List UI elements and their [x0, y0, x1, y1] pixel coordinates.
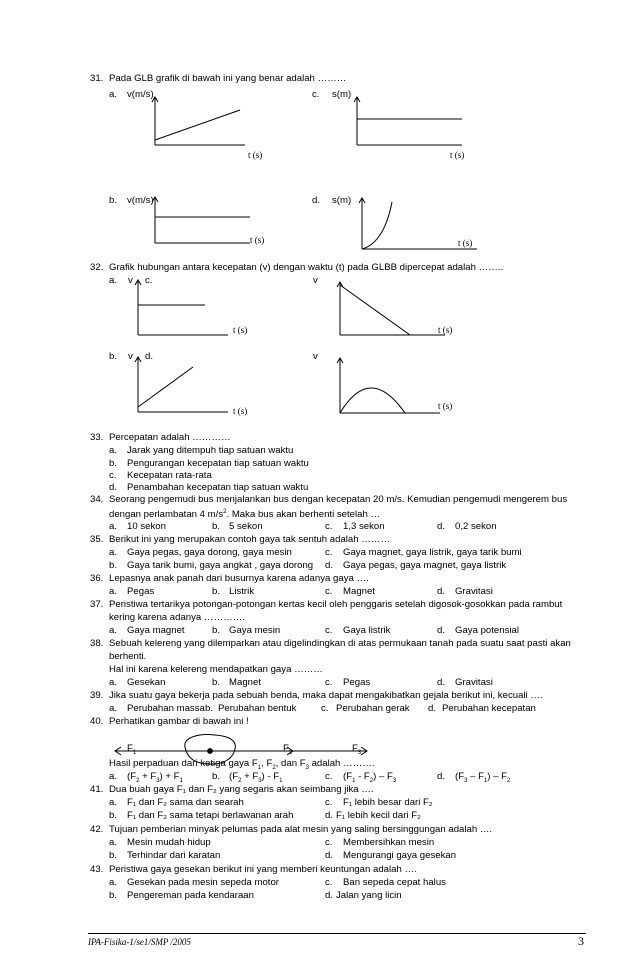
footer-rule [88, 933, 586, 934]
q43-opt-d-letter: d. [325, 890, 334, 901]
q34-opt-d-letter: d. [437, 521, 446, 532]
q35-opt-c: Gaya magnet, gaya listrik, gaya tarik bumi [343, 547, 522, 558]
q31-c-xlabel: t (s) [450, 150, 465, 160]
q39-stem: Jika suatu gaya bekerja pada sebuah benda, maka dapat mengakibatkan gejala berikut ini, kecuali …. [109, 690, 543, 701]
q41-number: 41. [90, 784, 104, 795]
q32-d-curve [340, 388, 405, 413]
q34-opt-a: 10 sekon [127, 521, 166, 532]
q41-opt-b: F₁ dan F₂ sama tetapi berlawanan arah [127, 810, 294, 821]
q31-d-curve [362, 202, 392, 249]
q38-opt-c: Pegas [343, 677, 371, 688]
q42-opt-a-letter: a. [109, 837, 118, 848]
q31-number: 31. [90, 73, 104, 84]
q40-f1-label: $F_1$ [127, 743, 137, 756]
q37-stem-line1: Peristiwa tertarikya potongan-potongan kertas kecil oleh penggaris setelah digosok-gosokkan pada rambut [109, 599, 563, 610]
q33-opt-a: Jarak yang ditempuh tiap satuan waktu [127, 445, 294, 456]
q34-opt-d: 0,2 sekon [455, 521, 497, 532]
q36-opt-b: Listrik [229, 586, 255, 597]
q40-opt-a-letter: a. [109, 771, 118, 782]
q35-opt-b: Gaya tarik bumi, gaya angkat , gaya dorong [127, 560, 314, 571]
q32-b-line [138, 367, 193, 407]
q32-option-b-letter: b. [109, 351, 118, 362]
q38-stem-line2: berhenti. [109, 651, 147, 662]
q34-opt-b: 5 sekon [229, 521, 263, 532]
q32-stem: Grafik hubungan antara kecepatan (v) dengan waktu (t) pada GLBB dipercepat adalah …….. [109, 262, 504, 273]
q31-b-xlabel: t (s) [250, 235, 265, 245]
q31-option-c-ylabel: s(m) [332, 89, 352, 100]
q43-opt-d: Jalan yang licin [336, 890, 402, 901]
q32-b-ylabel: v [128, 351, 133, 362]
q34-number: 34. [90, 494, 104, 505]
q42-stem: Tujuan pemberian minyak pelumas pada alat mesin yang saling bersinggungan adalah …. [109, 824, 493, 835]
q31-option-b-letter: b. [109, 195, 118, 206]
q40-f2-label: $F_2$ [283, 743, 293, 756]
q40-opt-b: $(F_2 + F_3) - F_1$ [229, 771, 283, 784]
footer-text: IPA-Fisika-1/se1/SMP /2005 [88, 937, 191, 947]
q32-graph-c [335, 282, 455, 340]
q40-opt-a: $(F_2 + F_3) + F_1$ [127, 771, 183, 784]
q32-option-a-letter: a. [109, 275, 118, 286]
q36-opt-d-letter: d. [437, 586, 446, 597]
q31-option-a-letter: a. [109, 89, 118, 100]
q32-a-xlabel: t (s) [233, 325, 248, 335]
q37-opt-d: Gaya potensial [455, 625, 519, 636]
q42-opt-d: Mengurangi gaya gesekan [343, 850, 457, 861]
q34-opt-c: 1,3 sekon [343, 521, 385, 532]
q31-a-xlabel: t (s) [248, 150, 263, 160]
q31-option-d-letter: d. [312, 195, 321, 206]
q43-opt-a-letter: a. [109, 877, 118, 888]
q39-opt-c-letter: c. [321, 703, 329, 714]
q38-opt-b-letter: b. [212, 677, 221, 688]
q40-opt-c: $(F_1 - F_2) - F_3$ [343, 771, 397, 784]
q33-opt-b-letter: b. [109, 458, 118, 469]
q36-stem: Lepasnya anak panah dari busurnya karena adanya gaya …. [109, 573, 369, 584]
q38-stem-line1: Sebuah kelereng yang dilemparkan atau digelindingkan di atas permukaan tanah pada suatu saat pasti akan [109, 638, 571, 649]
q40-question-line: Hasil perpaduan dari ketiga gaya $F_1$, $F_2$, dan $F_3$ adalah ………. [109, 758, 375, 771]
q40-opt-b-letter: b. [212, 771, 221, 782]
q32-c-line [340, 285, 410, 335]
q43-opt-b: Pengereman pada kendaraan [127, 890, 254, 901]
q39-opt-a: Perubahan massa [127, 703, 205, 714]
q32-d-xlabel: t (s) [438, 401, 453, 411]
q40-stem: Perhatikan gambar di bawah ini ! [109, 716, 249, 727]
q41-stem: Dua buah gaya F₁ dan F₂ yang segaris akan seimbang jika …. [109, 784, 374, 795]
q32-a-ylabel: v [128, 275, 133, 286]
q36-opt-c: Magnet [343, 586, 375, 597]
q40-number: 40. [90, 716, 104, 727]
q36-opt-a-letter: a. [109, 586, 118, 597]
q33-opt-c-letter: c. [109, 470, 117, 481]
q36-opt-d: Gravitasi [455, 586, 493, 597]
q39-number: 39. [90, 690, 104, 701]
page-number: 3 [578, 934, 584, 948]
q35-opt-d-letter: d. [325, 560, 334, 571]
q38-opt-d: Gravitasi [455, 677, 493, 688]
q35-number: 35. [90, 534, 104, 545]
q33-opt-d-letter: d. [109, 482, 118, 493]
q31-option-a-ylabel: v(m/s) [127, 89, 154, 100]
q37-opt-b: Gaya mesin [229, 625, 281, 636]
q31-option-d-ylabel: s(m) [332, 195, 352, 206]
q41-opt-c: F₁ lebih besar dari F₂ [343, 797, 433, 808]
q31-option-c-letter: c. [312, 89, 320, 100]
q38-number: 38. [90, 638, 104, 649]
q34-stem-line2: dengan perlambatan 4 $m/s^2$. Maka bus akan berhenti setelah … [109, 509, 381, 521]
q42-number: 42. [90, 824, 104, 835]
q39-opt-b-letter: b. [205, 703, 214, 714]
q31-option-b-ylabel: v(m/s) [127, 195, 154, 206]
q33-opt-a-letter: a. [109, 445, 118, 456]
q37-number: 37. [90, 599, 104, 610]
q43-opt-c-letter: c. [325, 877, 333, 888]
q32-option-d-letter: d. [145, 351, 154, 362]
q34-stem-line1: Seorang pengemudi bus menjalankan bus dengan kecepatan 20 m/s. Kemudian pengemudi mengerem bus [109, 494, 568, 505]
q37-opt-a-letter: a. [109, 625, 118, 636]
q40-opt-d: $(F_3 - F_1) - F_2$ [455, 771, 511, 784]
q35-opt-a: Gaya pegas, gaya dorong, gaya mesin [127, 547, 292, 558]
q33-opt-b: Pengurangan kecepatan tiap satuan waktu [127, 458, 309, 469]
q39-opt-a-letter: a. [109, 703, 118, 714]
q38-opt-d-letter: d. [437, 677, 446, 688]
q32-option-c-letter: c. [145, 275, 153, 286]
q36-opt-a: Pegas [127, 586, 155, 597]
q42-opt-a: Mesin mudah hidup [127, 837, 211, 848]
q38-opt-b: Magnet [229, 677, 261, 688]
q37-opt-d-letter: d. [437, 625, 446, 636]
q37-opt-a: Gaya magnet [127, 625, 185, 636]
q32-b-xlabel: t (s) [233, 406, 248, 416]
q36-opt-b-letter: b. [212, 586, 221, 597]
q40-opt-c-letter: c. [325, 771, 333, 782]
q35-opt-a-letter: a. [109, 547, 118, 558]
q40-f3-label: $F_3$ [352, 743, 362, 756]
q33-opt-d: Penambahan kecepatan tiap satuan waktu [127, 482, 309, 493]
q42-opt-b-letter: b. [109, 850, 118, 861]
q43-opt-b-letter: b. [109, 890, 118, 901]
q39-opt-c: Perubahan gerak [336, 703, 410, 714]
q38-opt-a: Gesekan [127, 677, 166, 688]
q39-opt-d-letter: d. [428, 703, 437, 714]
q35-stem: Berikut ini yang merupakan contoh gaya tak sentuh adalah ……… [109, 534, 391, 545]
q37-opt-c-letter: c. [325, 625, 333, 636]
q37-opt-c: Gaya listrik [343, 625, 391, 636]
q43-stem: Peristiwa gaya gesekan berikut ini yang memberi keuntungan adalah …. [109, 864, 417, 875]
q32-c-xlabel: t (s) [438, 325, 453, 335]
q32-graph-d [335, 358, 455, 418]
q37-opt-b-letter: b. [212, 625, 221, 636]
q31-stem: Pada GLB grafik di bawah ini yang benar adalah ……… [109, 73, 347, 84]
q41-opt-b-letter: b. [109, 810, 118, 821]
q33-opt-c: Kecepatan rata-rata [127, 470, 212, 481]
q38-stem-line3: Hal ini karena kelereng mendapatkan gaya ……… [109, 664, 323, 675]
q31-a-line [155, 110, 240, 140]
q43-opt-c: Ban sepeda cepat halus [343, 877, 446, 888]
q34-opt-a-letter: a. [109, 521, 118, 532]
q38-opt-c-letter: c. [325, 677, 333, 688]
q36-opt-c-letter: c. [325, 586, 333, 597]
q43-number: 43. [90, 864, 104, 875]
q37-stem-line2: kering karena adanya …………. [109, 612, 245, 623]
q42-opt-c: Membersihkan mesin [343, 837, 435, 848]
q34-opt-c-letter: c. [325, 521, 333, 532]
q32-c-ylabel: v [313, 275, 318, 286]
q39-opt-d: Perubahan kecepatan [442, 703, 536, 714]
q33-stem: Percepatan adalah ………… [109, 432, 231, 443]
q40-object-point [208, 749, 213, 754]
q35-opt-d: Gaya pegas, gaya magnet, gaya listrik [343, 560, 507, 571]
q42-opt-c-letter: c. [325, 837, 333, 848]
q34-opt-b-letter: b. [212, 521, 221, 532]
q33-number: 33. [90, 432, 104, 443]
q31-d-xlabel: t (s) [458, 238, 473, 248]
q43-opt-a: Gesekan pada mesin sepeda motor [127, 877, 279, 888]
q38-opt-a-letter: a. [109, 677, 118, 688]
q32-d-ylabel: v [313, 351, 318, 362]
q41-opt-a: F₁ dan F₂ sama dan searah [127, 797, 244, 808]
q36-number: 36. [90, 573, 104, 584]
q40-opt-d-letter: d. [437, 771, 446, 782]
q42-opt-d-letter: d. [325, 850, 334, 861]
q35-opt-c-letter: c. [325, 547, 333, 558]
q32-number: 32. [90, 262, 104, 273]
q39-opt-b: Perubahan bentuk [218, 703, 297, 714]
q41-opt-a-letter: a. [109, 797, 118, 808]
q35-opt-b-letter: b. [109, 560, 118, 571]
q41-opt-d: F₁ lebih kecil dari F₂ [336, 810, 421, 821]
q41-opt-d-letter: d. [325, 810, 334, 821]
q42-opt-b: Terhindar dari karatan [127, 850, 221, 861]
q41-opt-c-letter: c. [325, 797, 333, 808]
